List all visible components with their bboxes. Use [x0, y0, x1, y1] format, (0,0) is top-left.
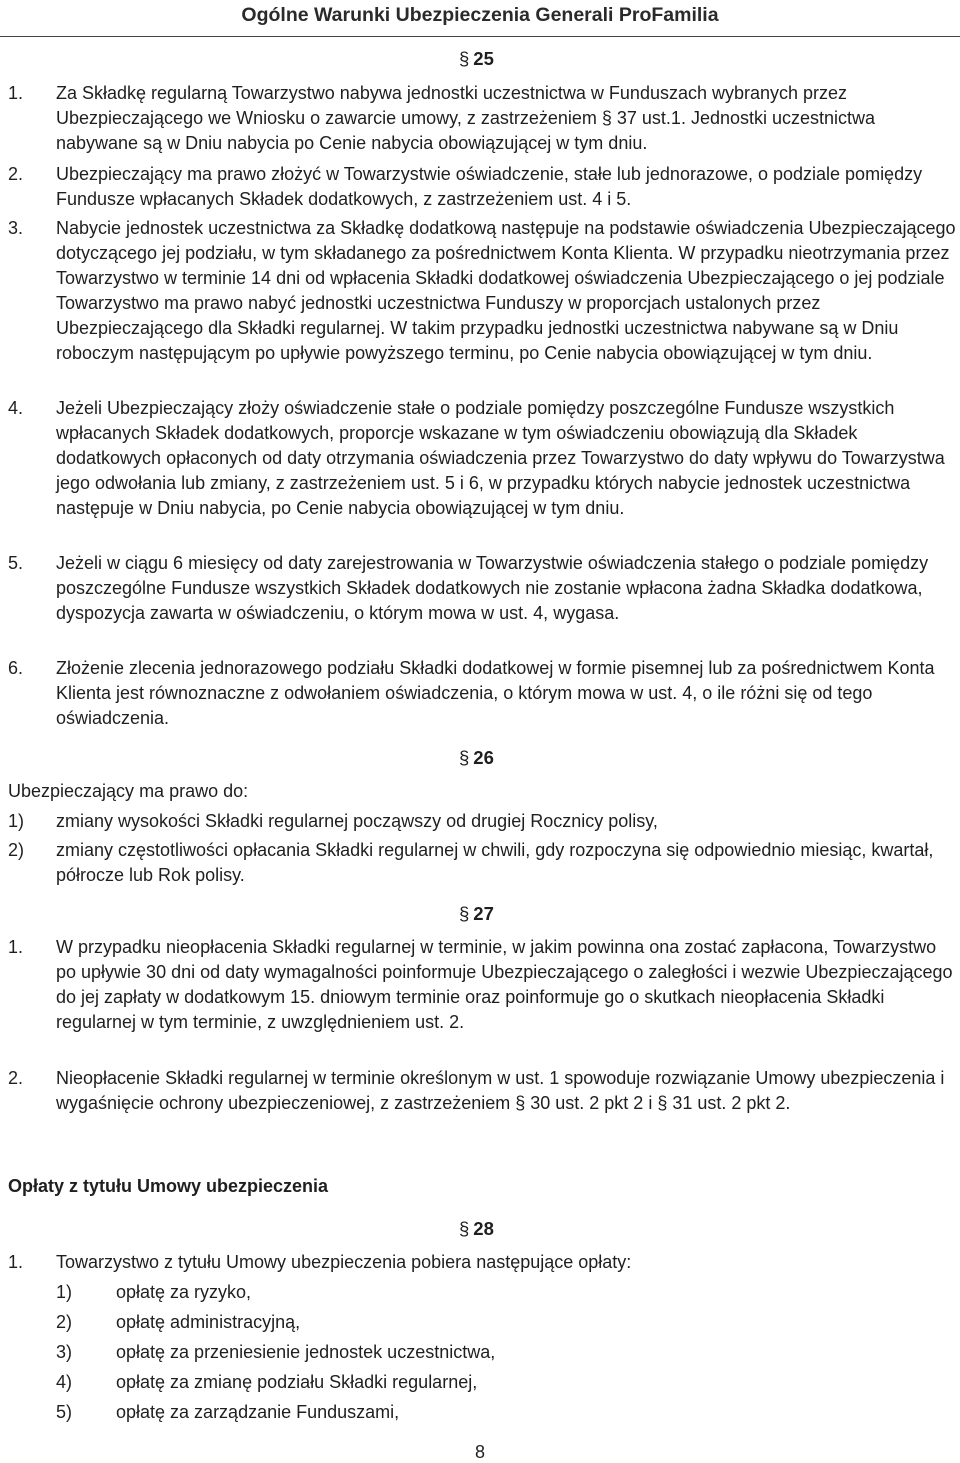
item-text: opłatę za ryzyko, — [116, 1282, 252, 1302]
item-number: 2. — [8, 164, 24, 184]
item-number: 5) — [56, 1402, 73, 1422]
list-item — [8, 1066, 958, 1116]
item-number: 6. — [8, 658, 24, 678]
item-number: 1) — [56, 1282, 73, 1302]
item-number: 1. — [8, 937, 24, 957]
section-heading-26 — [459, 747, 549, 769]
section-number: 25 — [473, 48, 494, 69]
item-number: 2. — [8, 1068, 24, 1088]
item-number: 4. — [8, 398, 24, 418]
item-text: Jeżeli Ubezpieczający złoży oświadczenie stałe o podziale pomiędzy poszczególne Fundusze wszystkich wpłacanych Składek dodatkowych, proporcje wskazane w tym oświadczeniu obowiązują dla Składek dodatkowych opłaconych od daty otrzymania oświadczenia przez Towarzystwo do daty wpływu do Towarzystwa jego odwołania lub zmiany, z zastrzeżeniem ust. 5 i 6, w przypadku których nabycie jednostek uczestnictwa następuje w Dniu nabycia, po Cenie nabycia obowiązującej w tym dniu. — [56, 398, 945, 518]
section-symbol: § — [459, 1218, 470, 1239]
item-text: opłatę za zarządzanie Funduszami, — [116, 1402, 400, 1422]
sub-list-item — [8, 1280, 958, 1305]
sub-list-item — [8, 1400, 958, 1425]
item-number: 5. — [8, 553, 24, 573]
list-item — [8, 162, 958, 212]
list-item — [8, 809, 958, 834]
item-number: 2) — [56, 1312, 73, 1332]
sub-list-item — [8, 1310, 958, 1335]
item-text: Nabycie jednostek uczestnictwa za Składkę dodatkową następuje na podstawie oświadczenia Ubezpieczającego dotyczącego jej podziału, w tym składanego za pośrednictwem Konta Klienta. W przypadku nieotrzymania przez Towarzystwo w terminie 14 dni od wpłacenia Składki dodatkowej oświadczenia Ubezpieczającego o jej podziale Towarzystwo ma prawo nabyć jednostki uczestnictwa Funduszy w proporcjach ustalonych przez Ubezpieczającego dla Składki regularnej. W takim przypadku jednostki uczestnictwa nabywane są w Dniu roboczym następującym po upływie powyższego terminu, po Cenie nabycia obowiązującej w tym dniu. — [56, 218, 956, 363]
list-item — [8, 838, 958, 888]
section-symbol: § — [459, 48, 470, 69]
section-heading-25 — [459, 48, 549, 70]
section-number: 26 — [473, 747, 494, 768]
item-number: 3. — [8, 218, 24, 238]
section-heading-28 — [459, 1218, 549, 1240]
item-text: zmiany wysokości Składki regularnej począwszy od drugiej Rocznicy polisy, — [56, 811, 658, 831]
sub-list-item — [8, 1340, 958, 1365]
running-header: Ogólne Warunki Ubezpieczenia Generali ProFamilia — [241, 4, 719, 26]
item-text: zmiany częstotliwości opłacania Składki regularnej w chwili, gdy rozpoczyna się odpowiednio miesiąc, kwartał, półrocze lub Rok polisy. — [56, 840, 934, 885]
section-title-fees: Opłaty z tytułu Umowy ubezpieczenia — [8, 1176, 329, 1196]
list-item — [8, 656, 958, 731]
item-text: opłatę za zmianę podziału Składki regularnej, — [116, 1372, 478, 1392]
item-number: 1. — [8, 1252, 24, 1272]
item-text: opłatę administracyjną, — [116, 1312, 301, 1332]
item-number: 1. — [8, 83, 24, 103]
list-item — [8, 935, 958, 1035]
item-text: Nieopłacenie Składki regularnej w terminie określonym w ust. 1 spowoduje rozwiązanie Umowy ubezpieczenia i wygaśnięcie ochrony ubezpieczeniowej, z zastrzeżeniem § 30 ust. 2 pkt 2 i § 31 ust. 2 pkt 2. — [56, 1068, 945, 1113]
section-number: 27 — [473, 903, 494, 924]
list-item — [8, 1250, 958, 1275]
item-text: Złożenie zlecenia jednorazowego podziału Składki dodatkowej w formie pisemnej lub za pośrednictwem Konta Klienta jest równoznaczne z odwołaniem oświadczenia, o którym mowa w ust. 4, o ile różni się od tego oświadczenia. — [56, 658, 935, 728]
header-divider — [0, 36, 960, 37]
section-symbol: § — [459, 747, 470, 768]
list-item — [8, 551, 958, 626]
item-text: W przypadku nieopłacenia Składki regularnej w terminie, w jakim powinna ona zostać zapłacona, Towarzystwo po upływie 30 dni od daty wymagalności poinformuje Ubezpieczającego o zaległości i wezwie Ubezpieczającego do jej zapłaty w dodatkowym 15. dniowym terminie oraz poinformuje go o skutkach nieopłacenia Składki regularnej w tym terminie, z uwzględnieniem ust. 2. — [56, 937, 953, 1032]
sub-list-item — [8, 1370, 958, 1395]
section-number: 28 — [473, 1218, 494, 1239]
section-symbol: § — [459, 903, 470, 924]
item-text: opłatę za przeniesienie jednostek uczestnictwa, — [116, 1342, 496, 1362]
item-number: 3) — [56, 1342, 73, 1362]
page-number: 8 — [474, 1442, 485, 1462]
section-intro: Ubezpieczający ma prawo do: — [8, 781, 249, 801]
section-heading-27 — [459, 903, 549, 925]
list-item — [8, 216, 958, 366]
item-number: 2) — [8, 840, 25, 860]
list-item — [8, 81, 958, 156]
item-text: Za Składkę regularną Towarzystwo nabywa jednostki uczestnictwa w Funduszach wybranych przez Ubezpieczającego we Wniosku o zawarcie umowy, z zastrzeżeniem § 37 ust.1. Jednostki uczestnictwa nabywane są w Dniu nabycia po Cenie nabycia obowiązującej w tym dniu. — [56, 83, 876, 153]
item-text: Towarzystwo z tytułu Umowy ubezpieczenia pobiera następujące opłaty: — [56, 1252, 632, 1272]
item-text: Jeżeli w ciągu 6 miesięcy od daty zarejestrowania w Towarzystwie oświadczenia stałego o podziale pomiędzy poszczególne Fundusze wszystkich Składek dodatkowych nie zostanie wpłacona żadna Składka dodatkowa, dyspozycja zawarta w oświadczeniu, o którym mowa w ust. 4, wygasa. — [56, 553, 929, 623]
item-number: 4) — [56, 1372, 73, 1392]
item-text: Ubezpieczający ma prawo złożyć w Towarzystwie oświadczenie, stałe lub jednorazowe, o podziale pomiędzy Fundusze wpłacanych Składek dodatkowych, z zastrzeżeniem ust. 4 i 5. — [56, 164, 923, 209]
item-number: 1) — [8, 811, 25, 831]
list-item — [8, 396, 958, 521]
